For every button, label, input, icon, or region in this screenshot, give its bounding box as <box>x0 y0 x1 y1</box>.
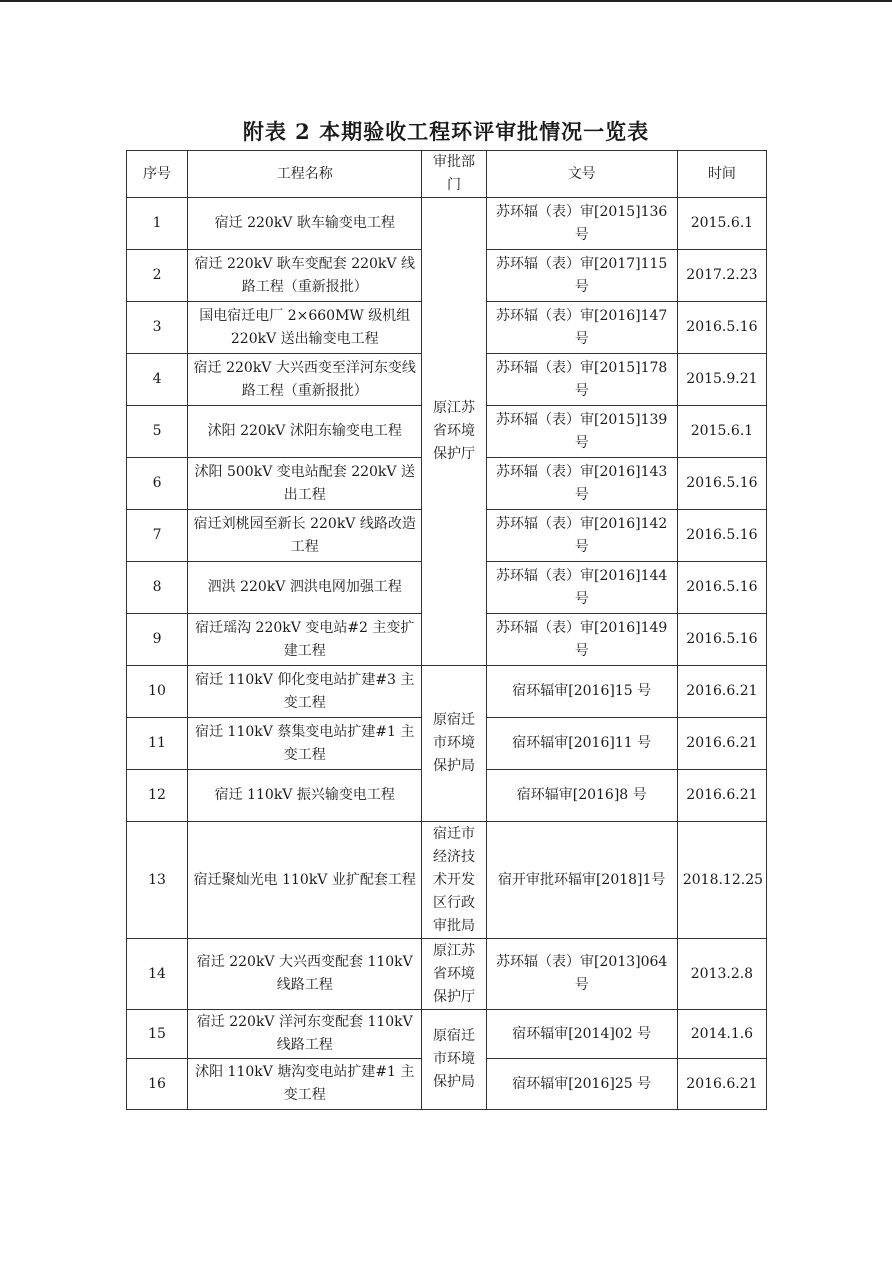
row-date: 2016.6.21 <box>677 770 766 822</box>
row-project-name: 国电宿迁电厂 2×660MW 级机组 220kV 送出输变电工程 <box>188 302 422 354</box>
row-date: 2017.2.23 <box>677 250 766 302</box>
row-project-name: 泗洪 220kV 泗洪电网加强工程 <box>188 562 422 614</box>
row-document-number: 苏环辐（表）审[2016]149号 <box>486 614 677 666</box>
row-project-name: 宿迁 220kV 大兴西变至洋河东变线路工程（重新报批） <box>188 354 422 406</box>
row-project-name: 宿迁 220kV 耿车变配套 220kV 线路工程（重新报批） <box>188 250 422 302</box>
row-index: 6 <box>127 458 188 510</box>
row-date: 2016.5.16 <box>677 614 766 666</box>
row-document-number: 苏环辐（表）审[2015]139号 <box>486 406 677 458</box>
row-index: 8 <box>127 562 188 614</box>
header-approval-dept: 审批部门 <box>422 151 486 198</box>
row-date: 2016.5.16 <box>677 458 766 510</box>
row-index: 13 <box>127 822 188 939</box>
row-project-name: 沭阳 110kV 塘沟变电站扩建#1 主变工程 <box>188 1059 422 1110</box>
row-project-name: 宿迁 110kV 振兴输变电工程 <box>188 770 422 822</box>
header-date: 时间 <box>677 151 766 198</box>
row-document-number: 宿环辐审[2016]15 号 <box>486 666 677 718</box>
row-project-name: 宿迁 110kV 蔡集变电站扩建#1 主变工程 <box>188 718 422 770</box>
row-index: 9 <box>127 614 188 666</box>
row-date: 2015.9.21 <box>677 354 766 406</box>
table-row <box>127 939 767 1010</box>
row-project-name: 宿迁 220kV 大兴西变配套 110kV 线路工程 <box>188 939 422 1010</box>
approval-dept-cell: 原宿迁市环境保护局 <box>422 666 486 822</box>
row-document-number: 宿开审批环辐审[2018]1号 <box>486 822 677 939</box>
table-row <box>127 822 767 939</box>
row-index: 10 <box>127 666 188 718</box>
row-document-number: 宿环辐审[2014]02 号 <box>486 1010 677 1059</box>
row-date: 2016.5.16 <box>677 302 766 354</box>
approval-dept-cell: 宿迁市经济技术开发区行政审批局 <box>422 822 486 939</box>
row-document-number: 宿环辐审[2016]8 号 <box>486 770 677 822</box>
table-header-row <box>127 151 767 198</box>
row-date: 2016.5.16 <box>677 510 766 562</box>
row-document-number: 苏环辐（表）审[2016]142号 <box>486 510 677 562</box>
row-index: 12 <box>127 770 188 822</box>
row-date: 2015.6.1 <box>677 406 766 458</box>
row-project-name: 宿迁 220kV 洋河东变配套 110kV 线路工程 <box>188 1010 422 1059</box>
table-row <box>127 666 767 718</box>
row-document-number: 苏环辐（表）审[2017]115号 <box>486 250 677 302</box>
row-index: 2 <box>127 250 188 302</box>
row-index: 1 <box>127 198 188 250</box>
document-title: 附表 2 本期验收工程环评审批情况一览表 <box>242 119 650 144</box>
row-project-name: 沭阳 500kV 变电站配套 220kV 送出工程 <box>188 458 422 510</box>
row-index: 5 <box>127 406 188 458</box>
table-row <box>127 1010 767 1059</box>
row-project-name: 宿迁聚灿光电 110kV 业扩配套工程 <box>188 822 422 939</box>
row-project-name: 沭阳 220kV 沭阳东输变电工程 <box>188 406 422 458</box>
approval-table <box>126 150 767 1110</box>
row-index: 7 <box>127 510 188 562</box>
table-row <box>127 198 767 250</box>
row-date: 2013.2.8 <box>677 939 766 1010</box>
row-date: 2016.6.21 <box>677 666 766 718</box>
row-document-number: 苏环辐（表）审[2016]144号 <box>486 562 677 614</box>
row-project-name: 宿迁 110kV 仰化变电站扩建#3 主变工程 <box>188 666 422 718</box>
approval-dept-cell: 原江苏省环境保护厅 <box>422 939 486 1010</box>
row-index: 14 <box>127 939 188 1010</box>
header-project-name: 工程名称 <box>188 151 422 198</box>
row-date: 2015.6.1 <box>677 198 766 250</box>
row-index: 11 <box>127 718 188 770</box>
header-document-number: 文号 <box>486 151 677 198</box>
page-top-border <box>0 0 892 2</box>
header-index: 序号 <box>127 151 188 198</box>
row-document-number: 宿环辐审[2016]11 号 <box>486 718 677 770</box>
row-project-name: 宿迁瑶沟 220kV 变电站#2 主变扩建工程 <box>188 614 422 666</box>
row-document-number: 苏环辐（表）审[2015]136号 <box>486 198 677 250</box>
row-index: 3 <box>127 302 188 354</box>
row-project-name: 宿迁刘桃园至新长 220kV 线路改造工程 <box>188 510 422 562</box>
row-document-number: 苏环辐（表）审[2016]143号 <box>486 458 677 510</box>
approval-dept-cell: 原江苏省环境保护厅 <box>422 198 486 666</box>
row-document-number: 宿环辐审[2016]25 号 <box>486 1059 677 1110</box>
row-date: 2016.6.21 <box>677 1059 766 1110</box>
row-document-number: 苏环辐（表）审[2013]064号 <box>486 939 677 1010</box>
row-date: 2016.5.16 <box>677 562 766 614</box>
row-index: 15 <box>127 1010 188 1059</box>
row-date: 2016.6.21 <box>677 718 766 770</box>
approval-dept-cell: 原宿迁市环境保护局 <box>422 1010 486 1110</box>
row-index: 4 <box>127 354 188 406</box>
row-document-number: 苏环辐（表）审[2015]178号 <box>486 354 677 406</box>
row-date: 2014.1.6 <box>677 1010 766 1059</box>
row-date: 2018.12.25 <box>677 822 766 939</box>
row-index: 16 <box>127 1059 188 1110</box>
row-project-name: 宿迁 220kV 耿车输变电工程 <box>188 198 422 250</box>
row-document-number: 苏环辐（表）审[2016]147号 <box>486 302 677 354</box>
